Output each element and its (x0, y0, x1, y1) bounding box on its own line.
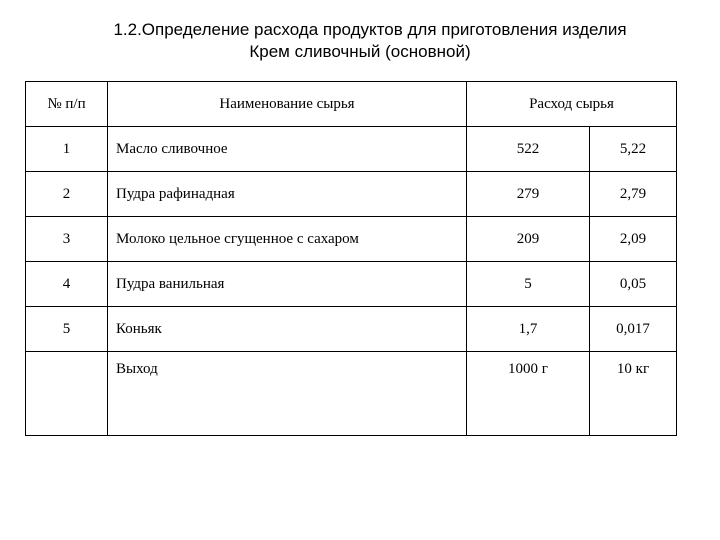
output-grams: 1000 г (467, 352, 590, 436)
ingredient-name: Молоко цельное сгущенное с сахаром (108, 217, 467, 262)
row-number: 5 (26, 307, 108, 352)
row-number: 3 (26, 217, 108, 262)
consumption-grams: 5 (467, 262, 590, 307)
document-subtitle: Крем сливочный (основной) (249, 42, 471, 61)
consumption-kg: 0,017 (590, 307, 677, 352)
row-number (26, 352, 108, 436)
ingredient-name: Коньяк (108, 307, 467, 352)
row-number: 2 (26, 172, 108, 217)
consumption-table (25, 81, 677, 436)
ingredient-name: Пудра ванильная (108, 262, 467, 307)
ingredient-name: Масло сливочное (108, 127, 467, 172)
table-row (26, 217, 677, 262)
consumption-grams: 279 (467, 172, 590, 217)
consumption-kg: 5,22 (590, 127, 677, 172)
consumption-grams: 1,7 (467, 307, 590, 352)
header-number: № п/п (26, 82, 108, 127)
output-kg: 10 кг (590, 352, 677, 436)
header-name: Наименование сырья (108, 82, 467, 127)
output-row (26, 352, 677, 436)
consumption-kg: 2,09 (590, 217, 677, 262)
header-consumption: Расход сырья (467, 82, 677, 127)
row-number: 4 (26, 262, 108, 307)
consumption-grams: 209 (467, 217, 590, 262)
output-label: Выход (108, 352, 467, 436)
document-title: 1.2.Определение расхода продуктов для приготовления изделия (113, 20, 627, 39)
table-header-row (26, 82, 677, 127)
table-row (26, 172, 677, 217)
consumption-kg: 2,79 (590, 172, 677, 217)
table-row (26, 262, 677, 307)
table-row (26, 307, 677, 352)
consumption-grams: 522 (467, 127, 590, 172)
row-number: 1 (26, 127, 108, 172)
table-row (26, 127, 677, 172)
ingredient-name: Пудра рафинадная (108, 172, 467, 217)
consumption-kg: 0,05 (590, 262, 677, 307)
